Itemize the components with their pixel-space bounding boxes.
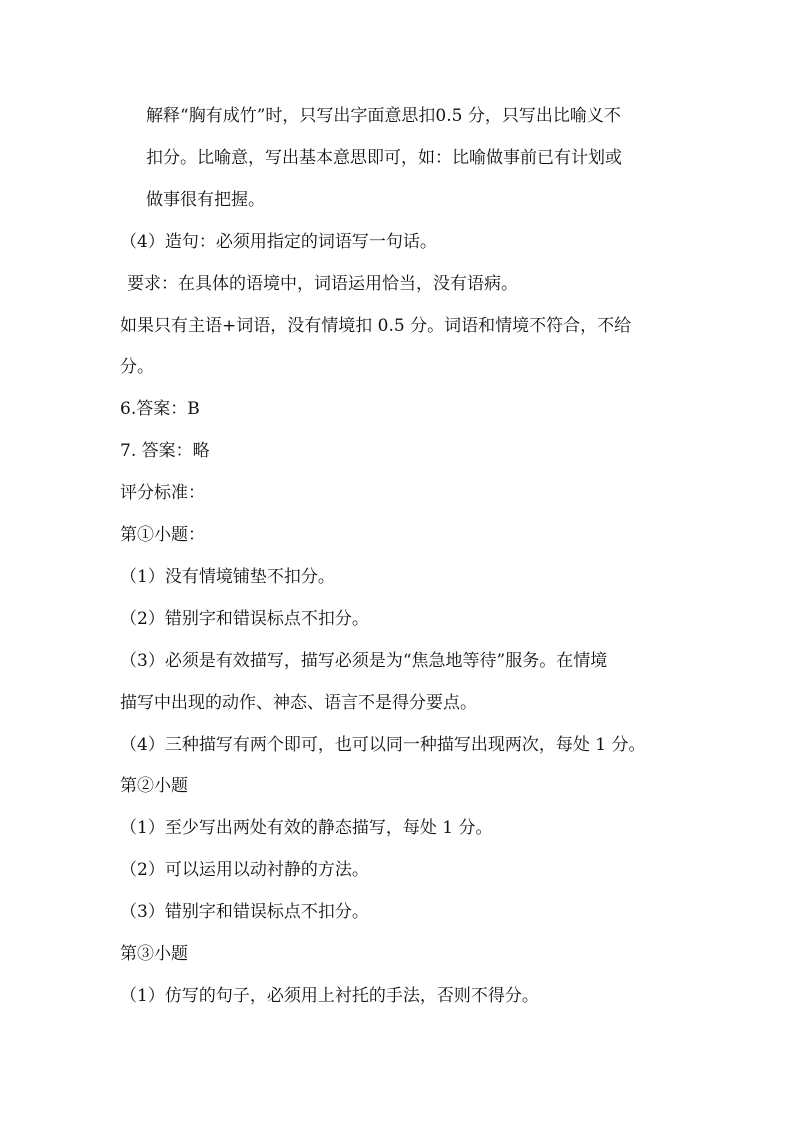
text-line: （4）造句：必须用指定的词语写一句话。 (120, 232, 437, 252)
text-line: （3）必须是有效描写，描写必须是为“焦急地等待”服务。在情境 (120, 651, 608, 671)
section-heading: 第②小题 (120, 776, 188, 796)
text-line: （3）错别字和错误标点不扣分。 (120, 902, 369, 922)
answer-line: 6.答案：B (120, 399, 200, 419)
text-line: 描写中出现的动作、神态、语言不是得分要点。 (120, 693, 477, 713)
text-line: 解释“胸有成竹”时，只写出字面意思扣0.5 分，只写出比喻义不 (146, 106, 621, 126)
text-line: 要求：在具体的语境中，词语运用恰当，没有语病。 (127, 274, 518, 294)
text-line: 做事很有把握。 (146, 190, 265, 210)
answer-line: 7. 答案：略 (120, 441, 210, 461)
text-line: 如果只有主语+词语，没有情境扣 0.5 分。词语和情境不符合，不给 (120, 316, 632, 336)
text-line: （2）可以运用以动衬静的方法。 (120, 860, 369, 880)
text-line: 分。 (120, 357, 154, 377)
text-line: （1）没有情境铺垫不扣分。 (120, 567, 335, 587)
section-heading: 第①小题： (120, 525, 205, 545)
text-line: （1）至少写出两处有效的静态描写，每处 1 分。 (120, 818, 493, 838)
text-line: （1）仿写的句子，必须用上衬托的手法，否则不得分。 (120, 986, 539, 1006)
text-line: （2）错别字和错误标点不扣分。 (120, 609, 369, 629)
text-line: 扣分。比喻意，写出基本意思即可，如：比喻做事前已有计划或 (146, 148, 622, 168)
section-heading: 第③小题 (120, 944, 188, 964)
text-line: （4）三种描写有两个即可，也可以同一种描写出现两次，每处 1 分。 (120, 735, 646, 755)
section-heading: 评分标准： (120, 483, 205, 503)
